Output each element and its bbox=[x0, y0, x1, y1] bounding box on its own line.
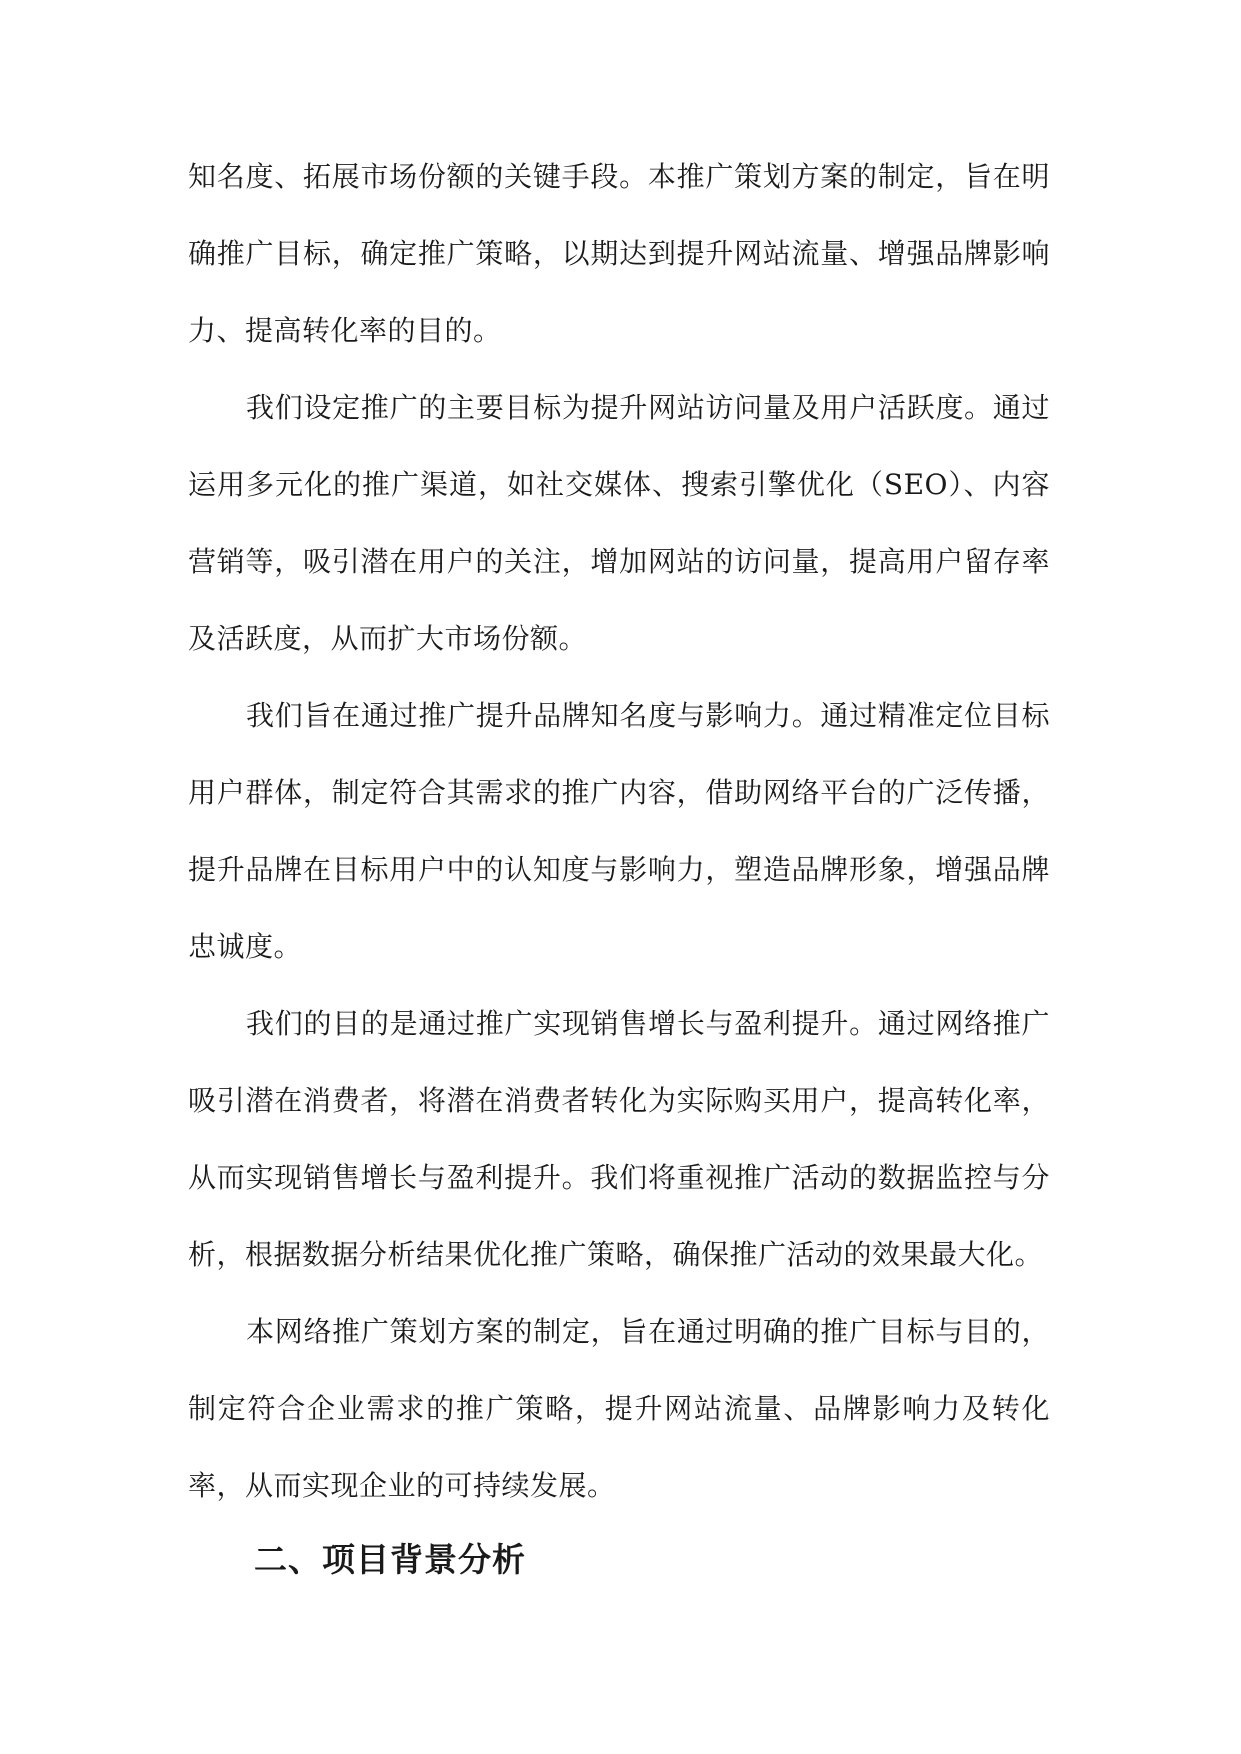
body-text bbox=[188, 138, 1050, 1524]
paragraph-continuation: 知名度、拓展市场份额的关键手段。本推广策划方案的制定，旨在明确推广目标，确定推广策略，以期达到提升网站流量、增强品牌影响力、提高转化率的目的。 bbox=[188, 160, 1050, 347]
paragraph-goal-sales: 我们的目的是通过推广实现销售增长与盈利提升。通过网络推广吸引潜在消费者，将潜在消费者转化为实际购买用户，提高转化率，从而实现销售增长与盈利提升。我们将重视推广活动的数据监控与分析，根据数据分析结果优化推广策略，确保推广活动的效果最大化。 bbox=[188, 1007, 1050, 1271]
paragraph-summary: 本网络推广策划方案的制定，旨在通过明确的推广目标与目的，制定符合企业需求的推广策略，提升网站流量、品牌影响力及转化率，从而实现企业的可持续发展。 bbox=[188, 1315, 1050, 1502]
section-heading: 二、项目背景分析 bbox=[254, 1540, 526, 1579]
paragraph-goal-traffic: 我们设定推广的主要目标为提升网站访问量及用户活跃度。通过运用多元化的推广渠道，如社交媒体、搜索引擎优化（SEO）、内容营销等，吸引潜在用户的关注，增加网站的访问量，提高用户留存率及活跃度，从而扩大市场份额。 bbox=[188, 391, 1050, 655]
paragraph-goal-brand: 我们旨在通过推广提升品牌知名度与影响力。通过精准定位目标用户群体，制定符合其需求的推广内容，借助网络平台的广泛传播，提升品牌在目标用户中的认知度与影响力，塑造品牌形象，增强品牌忠诚度。 bbox=[188, 699, 1050, 963]
